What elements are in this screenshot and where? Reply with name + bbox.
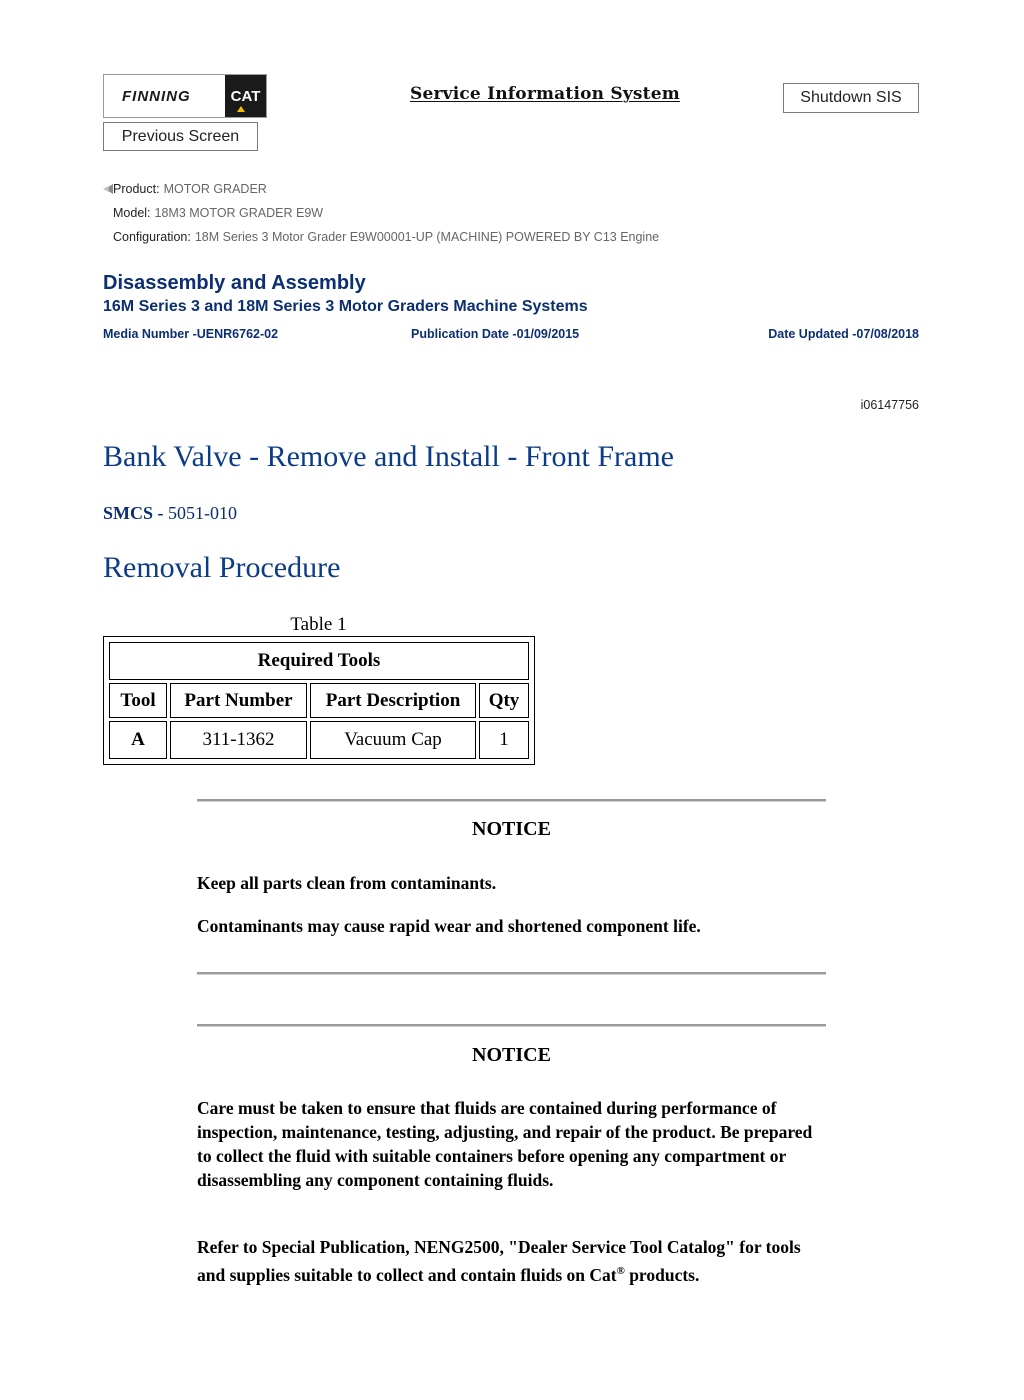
table-cell-tool: A bbox=[109, 721, 167, 759]
configuration-value: 18M Series 3 Motor Grader E9W00001-UP (MACHINE) POWERED BY C13 Engine bbox=[194, 230, 660, 244]
table-cell-part-number: 311-1362 bbox=[170, 721, 307, 759]
column-header: Qty bbox=[479, 683, 529, 718]
product-value: MOTOR GRADER bbox=[163, 182, 267, 196]
date-updated: Date Updated -07/08/2018 bbox=[768, 327, 919, 341]
notice-paragraph-text: Refer to Special Publication, NENG2500, "Dealer Service Tool Catalog" for tools and supplies suitable to collect and contain fluids on Cat bbox=[197, 1237, 801, 1285]
configuration-label: Configuration: bbox=[113, 230, 191, 244]
notice-divider bbox=[197, 799, 826, 802]
notice-paragraph: Care must be taken to ensure that fluids are contained during performance of inspection, maintenance, testing, adjusting, and repair of the product. Be prepared to collect the fluid with suitable containers before opening any compartment or disassembling any component containing fluids. bbox=[197, 1098, 813, 1190]
notice-paragraph-text-end: products. bbox=[629, 1264, 700, 1285]
smcs-code bbox=[103, 503, 237, 524]
required-tools-table bbox=[103, 636, 535, 765]
notice-paragraph: Contaminants may cause rapid wear and shortened component life. bbox=[197, 916, 701, 936]
publication-date: Publication Date -01/09/2015 bbox=[411, 327, 580, 341]
smcs-label: SMCS - bbox=[103, 503, 164, 523]
finning-cat-logo bbox=[103, 74, 267, 118]
finning-logo-text: FINNING bbox=[122, 87, 191, 105]
cat-logo-text: CAT bbox=[230, 87, 261, 105]
table-cell-description: Vacuum Cap bbox=[310, 721, 476, 759]
notice-paragraph bbox=[197, 1235, 826, 1287]
document-title: Disassembly and Assembly bbox=[103, 272, 366, 294]
product-info-row bbox=[103, 182, 267, 196]
cat-logo bbox=[225, 75, 266, 117]
table-row bbox=[109, 721, 529, 759]
document-id: i06147756 bbox=[860, 398, 919, 412]
column-header: Part Number bbox=[170, 683, 307, 718]
media-number: Media Number -UENR6762-02 bbox=[103, 327, 279, 341]
table-caption: Table 1 bbox=[290, 614, 347, 635]
table-header: Required Tools bbox=[109, 642, 529, 680]
previous-screen-button[interactable]: Previous Screen bbox=[103, 122, 258, 151]
notice-paragraph: Keep all parts clean from contaminants. bbox=[197, 873, 497, 893]
notice-heading: NOTICE bbox=[472, 1044, 551, 1066]
model-label: Model: bbox=[113, 206, 151, 220]
column-header: Part Description bbox=[310, 683, 476, 718]
product-label: Product: bbox=[113, 182, 160, 196]
model-value: 18M3 MOTOR GRADER E9W bbox=[154, 206, 324, 220]
back-arrow-icon[interactable] bbox=[103, 184, 113, 194]
page-heading: Bank Valve - Remove and Install - Front Frame bbox=[103, 440, 674, 473]
notice-divider bbox=[197, 1024, 826, 1027]
registered-mark: ® bbox=[616, 1265, 625, 1277]
model-info-row bbox=[113, 206, 323, 220]
notice-heading: NOTICE bbox=[472, 818, 551, 840]
section-heading: Removal Procedure bbox=[103, 551, 341, 584]
notice-divider bbox=[197, 972, 826, 975]
smcs-value: 5051-010 bbox=[168, 503, 238, 523]
column-header: Tool bbox=[109, 683, 167, 718]
system-title: Service Information System bbox=[410, 84, 680, 104]
shutdown-sis-button[interactable]: Shutdown SIS bbox=[783, 83, 919, 113]
table-cell-qty: 1 bbox=[479, 721, 529, 759]
configuration-info-row bbox=[113, 230, 659, 244]
cat-logo-triangle-icon bbox=[237, 106, 245, 112]
document-subtitle: 16M Series 3 and 18M Series 3 Motor Graders Machine Systems bbox=[103, 298, 588, 315]
